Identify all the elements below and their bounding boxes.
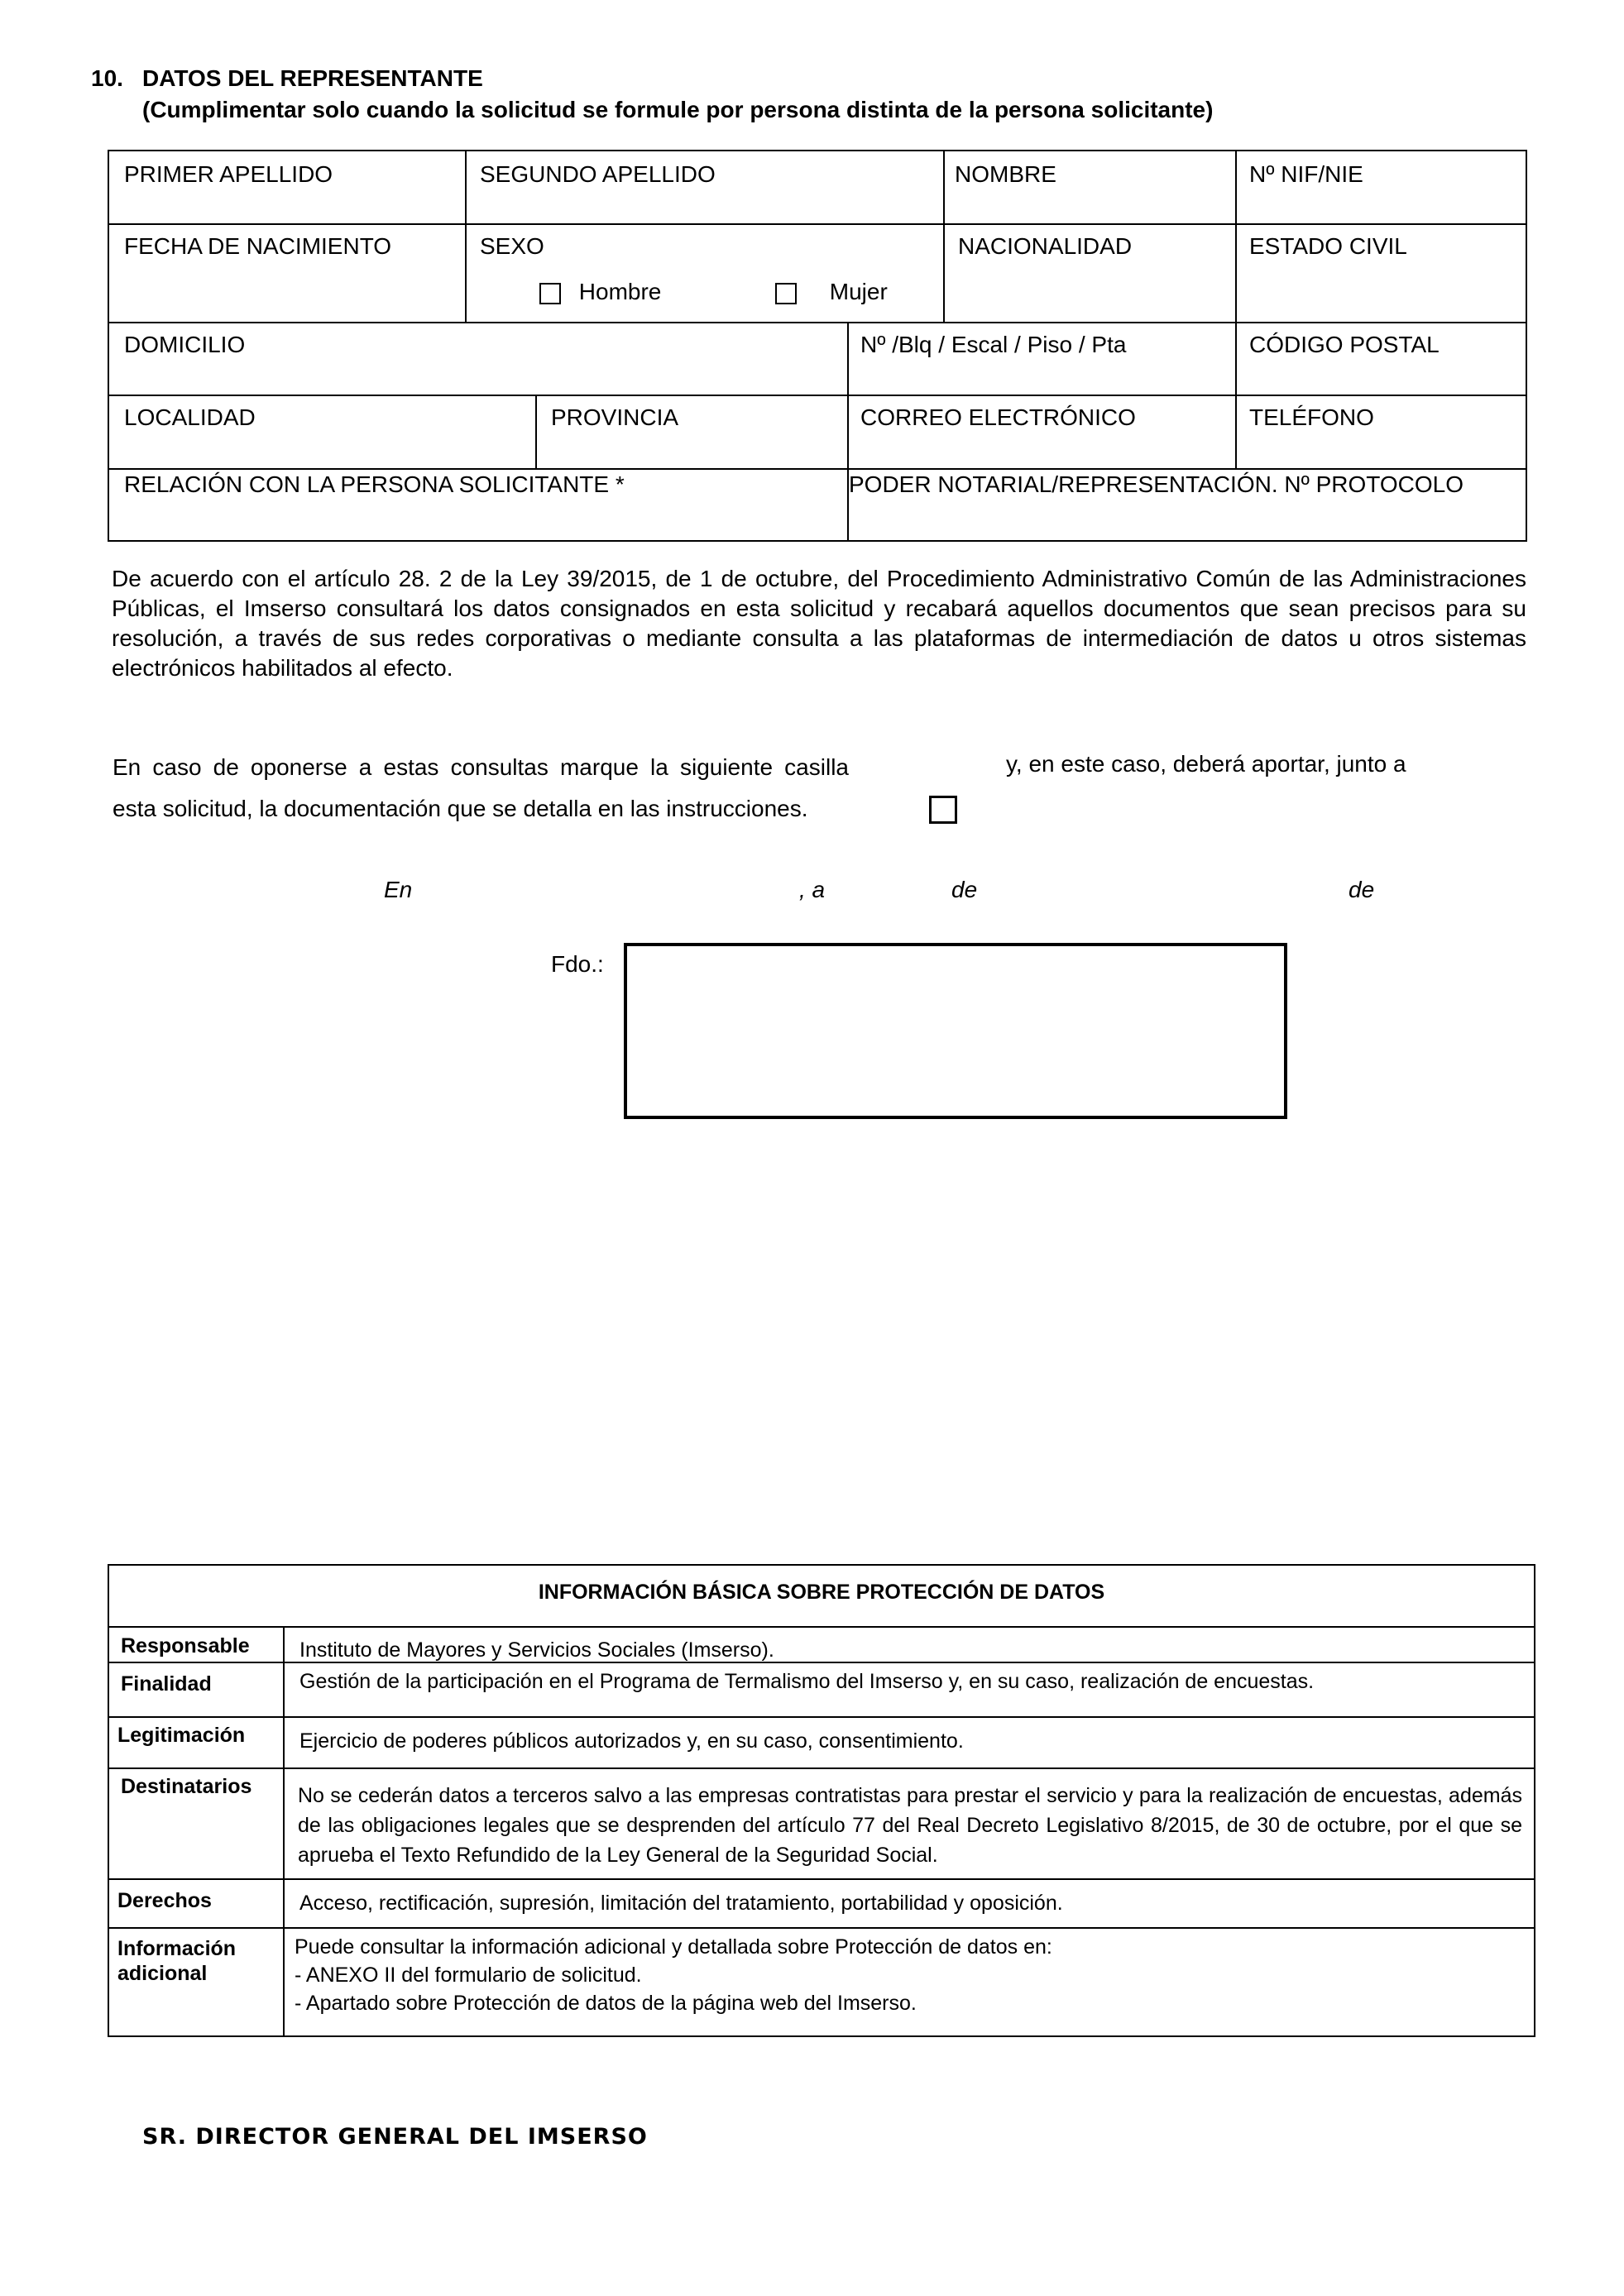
opposition-line-1b: y, en este caso, deberá aportar, junto a <box>1006 751 1406 777</box>
dp-value-informacion-adicional <box>295 1933 1522 2017</box>
legal-paragraph: De acuerdo con el artículo 28. 2 de la Ley 39/2015, de 1 de octubre, del Procedimiento Administrativo Común de las Administraciones Públicas, el Imserso consultará los datos consignados en esta solicitud y recabará aquellos documentos que sean precisos para su resolución, a través de sus redes corporativas o mediante consulta a las plataformas de intermediación de datos u otros sistemas electrónicos habilitados al efecto. <box>112 566 1526 681</box>
addressee: SR. DIRECTOR GENERAL DEL IMSERSO <box>142 2124 648 2150</box>
col-divider <box>465 151 467 322</box>
label-estado-civil: ESTADO CIVIL <box>1249 233 1407 259</box>
col-divider <box>943 151 945 322</box>
label-localidad: LOCALIDAD <box>124 404 256 430</box>
dp-info-intro: Puede consultar la información adicional y detallada sobre Protección de datos en: <box>295 1935 1052 1959</box>
label-fecha-nacimiento: FECHA DE NACIMIENTO <box>124 233 392 259</box>
representative-table <box>108 150 1527 542</box>
row-divider <box>109 1927 1534 1929</box>
dp-info-item: - Apartado sobre Protección de datos de la página web del Imserso. <box>295 1989 1522 2017</box>
data-protection-table <box>108 1564 1535 2037</box>
dp-label-finalidad: Finalidad <box>121 1672 212 1696</box>
date-de-2: de <box>1349 877 1375 902</box>
col-divider <box>847 322 849 542</box>
dp-label-destinatarios: Destinatarios <box>121 1775 252 1798</box>
label-correo: CORREO ELECTRÓNICO <box>860 404 1136 430</box>
row-divider <box>109 1716 1534 1718</box>
section-subtitle: (Cumplimentar solo cuando la solicitud se formule por persona distinta de la persona solicitante) <box>142 97 1214 122</box>
hombre-checkbox[interactable] <box>539 283 561 304</box>
label-poder: PODER NOTARIAL/REPRESENTACIÓN. Nº PROTOCOLO <box>849 471 1464 497</box>
dp-value-derechos: Acceso, rectificación, supresión, limitación del tratamiento, portabilidad y oposición. <box>299 1892 1063 1915</box>
data-protection-title: INFORMACIÓN BÁSICA SOBRE PROTECCIÓN DE DATOS <box>538 1581 1105 1604</box>
opposition-line-2: esta solicitud, la documentación que se detalla en las instrucciones. <box>113 796 808 821</box>
col-divider <box>283 1626 285 2035</box>
section-number: 10. <box>91 65 123 91</box>
dp-label-legitimacion: Legitimación <box>117 1724 246 1747</box>
dp-label-informacion-adicional: Información adicional <box>117 1937 237 1985</box>
opposition-line-1: En caso de oponerse a estas consultas marque la siguiente casilla <box>113 754 849 780</box>
section-heading <box>91 63 1213 126</box>
row-divider <box>109 322 1526 323</box>
hombre-label: Hombre <box>578 279 662 304</box>
col-divider <box>535 395 537 468</box>
dp-info-list <box>295 1961 1522 2017</box>
dp-value-destinatarios: No se cederán datos a terceros salvo a las empresas contratistas para prestar el servicio y para la realización de encuestas, además de las obligaciones legales que se desprenden del artículo 77 del Real Decreto Legislativo 8/2015, de 30 de octubre, por el que se aprueba el Texto Refundido de la Ley General de la Seguridad Social. <box>298 1784 1522 1867</box>
section-title: DATOS DEL REPRESENTANTE <box>142 65 483 91</box>
row-divider <box>109 1626 1534 1628</box>
dp-value-responsable: Instituto de Mayores y Servicios Sociales (Imserso). <box>299 1638 774 1662</box>
mujer-label: Mujer <box>829 279 888 304</box>
date-en: En <box>384 877 413 902</box>
dp-label-responsable: Responsable <box>121 1634 250 1657</box>
dp-info-item: - ANEXO II del formulario de solicitud. <box>295 1961 1522 1989</box>
label-provincia: PROVINCIA <box>551 404 679 430</box>
dp-label-derechos: Derechos <box>117 1889 212 1912</box>
signature-box[interactable] <box>624 943 1287 1119</box>
label-nacionalidad: NACIONALIDAD <box>958 233 1133 259</box>
label-codigo-postal: CÓDIGO POSTAL <box>1249 332 1440 357</box>
row-divider <box>109 395 1526 396</box>
label-segundo-apellido: SEGUNDO APELLIDO <box>480 161 716 187</box>
opposition-checkbox[interactable] <box>929 796 957 824</box>
label-telefono: TELÉFONO <box>1249 404 1374 430</box>
date-a: , a <box>799 877 826 902</box>
dp-value-finalidad: Gestión de la participación en el Programa de Termalismo del Imserso y, en su caso, realización de encuestas. <box>299 1670 1315 1693</box>
option-hombre[interactable] <box>539 279 661 305</box>
label-nombre: NOMBRE <box>955 161 1056 187</box>
label-primer-apellido: PRIMER APELLIDO <box>124 161 333 187</box>
row-divider <box>109 468 1526 470</box>
label-sexo: SEXO <box>480 233 544 259</box>
mujer-checkbox[interactable] <box>775 283 797 304</box>
row-divider <box>109 223 1526 225</box>
row-divider <box>109 1767 1534 1769</box>
label-domicilio: DOMICILIO <box>124 332 246 357</box>
row-divider <box>109 1878 1534 1880</box>
col-divider <box>1235 151 1237 468</box>
label-numero: Nº /Blq / Escal / Piso / Pta <box>860 332 1127 357</box>
dp-value-legitimacion: Ejercicio de poderes públicos autorizados y, en su caso, consentimiento. <box>299 1729 964 1753</box>
label-relacion: RELACIÓN CON LA PERSONA SOLICITANTE * <box>124 471 625 497</box>
label-nif: Nº NIF/NIE <box>1249 161 1363 187</box>
date-de-1: de <box>951 877 978 902</box>
signature-label: Fdo.: <box>551 951 604 977</box>
option-mujer[interactable] <box>775 279 888 305</box>
